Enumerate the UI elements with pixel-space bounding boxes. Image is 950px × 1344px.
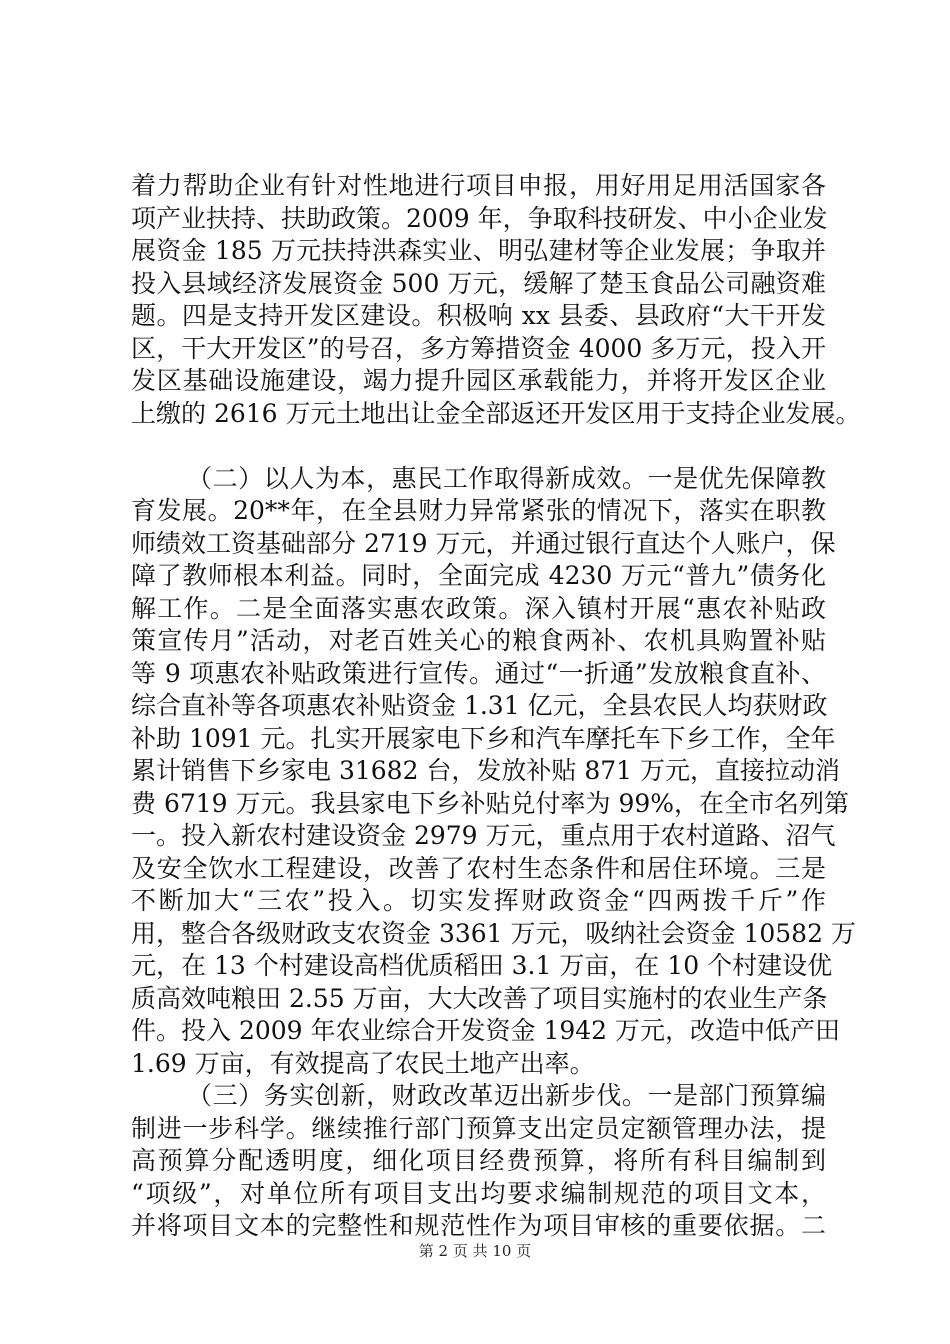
text-line: 费 6719 万元。我县家电下乡补贴兑付率为 99%，在全市名列第 (131, 788, 850, 818)
document-body (131, 170, 861, 1243)
text-line: 项产业扶持、扶助政策。2009 年，争取科技研发、中小企业发 (131, 203, 828, 233)
text-line: 展资金 185 万元扶持洪森实业、明弘建材等企业发展；争取并 (131, 236, 826, 265)
paragraph-3 (131, 1080, 826, 1243)
text-line: 补助 1091 元。扎实开展家电下乡和汽车摩托车下乡工作，全年 (131, 723, 836, 753)
text-line: 师绩效工资基础部分 2719 万元，并通过银行直达个人账户，保 (131, 528, 836, 558)
text-line: 题。四是支持开发区建设。积极响 xx 县委、县政府“大干开发 (131, 301, 826, 330)
text-line: 育发展。20**年，在全县财力异常紧张的情况下，落实在职教 (131, 496, 826, 525)
paragraph-gap (131, 430, 826, 463)
text-line: 1.69 万亩，有效提高了农民土地产出率。 (131, 1048, 595, 1078)
text-line: （二）以人为本，惠民工作取得新成效。一是优先保障教 (187, 463, 826, 493)
text-line: 质高效吨粮田 2.55 万亩，大大改善了项目实施村的农业生产条 (131, 983, 828, 1013)
text-line: 用，整合各级财政支农资金 3361 万元，吸纳社会资金 10582 万 (131, 918, 856, 948)
paragraph-1 (131, 170, 861, 430)
text-line: 策宣传月”活动，对老百姓关心的粮食两补、农机具购置补贴 (131, 626, 826, 655)
text-line: 并将项目文本的完整性和规范性作为项目审核的重要依据。二 (131, 1211, 826, 1240)
text-line: 上缴的 2616 万元土地出让金全部返还开发区用于支持企业发展。 (131, 398, 861, 428)
text-line: 障了教师根本利益。同时，全面完成 4230 万元“普九”债务化 (131, 561, 826, 590)
text-line: 不断加大“三农”投入。切实发挥财政资金“四两拨千斤”作 (131, 886, 826, 915)
text-line: 元，在 13 个村建设高档优质稻田 3.1 万亩，在 10 个村建设优 (131, 951, 833, 980)
text-line: 制进一步科学。继续推行部门预算支出定员定额管理办法，提 (131, 1113, 826, 1143)
text-line: 等 9 项惠农补贴政策进行宣传。通过“一折通”发放粮食直补、 (131, 658, 826, 688)
text-line: 件。投入 2009 年农业综合开发资金 1942 万元，改造中低产田 (131, 1016, 841, 1045)
text-line: 投入县域经济发展资金 500 万元，缓解了楚玉食品公司融资难 (131, 268, 826, 298)
text-line: 着力帮助企业有针对性地进行项目申报，用好用足用活国家各 (131, 171, 826, 200)
text-line: 解工作。二是全面落实惠农政策。深入镇村开展“惠农补贴政 (131, 593, 826, 623)
text-line: 累计销售下乡家电 31682 台，发放补贴 871 万元，直接拉动消 (131, 756, 841, 785)
text-line: （三）务实创新，财政改革迈出新步伐。一是部门预算编 (187, 1081, 826, 1110)
text-line: 及安全饮水工程建设，改善了农村生态条件和居住环境。三是 (131, 853, 826, 883)
text-line: 发区基础设施建设，竭力提升园区承载能力，并将开发区企业 (131, 366, 826, 395)
text-line: 一。投入新农村建设资金 2979 万元，重点用于农村道路、沼气 (131, 821, 836, 850)
text-line: 综合直补等各项惠农补贴资金 1.31 亿元，全县农民人均获财政 (131, 691, 828, 720)
text-line: 高预算分配透明度，细化项目经费预算，将所有科目编制到 (131, 1146, 826, 1175)
text-line: “项级”，对单位所有项目支出均要求编制规范的项目文本， (131, 1178, 826, 1208)
text-line: 区，干大开发区”的号召，多方筹措资金 4000 多万元，投入开 (131, 333, 826, 363)
page-number-footer: 第 2 页 共 10 页 (418, 1242, 532, 1260)
paragraph-2 (131, 463, 856, 1081)
